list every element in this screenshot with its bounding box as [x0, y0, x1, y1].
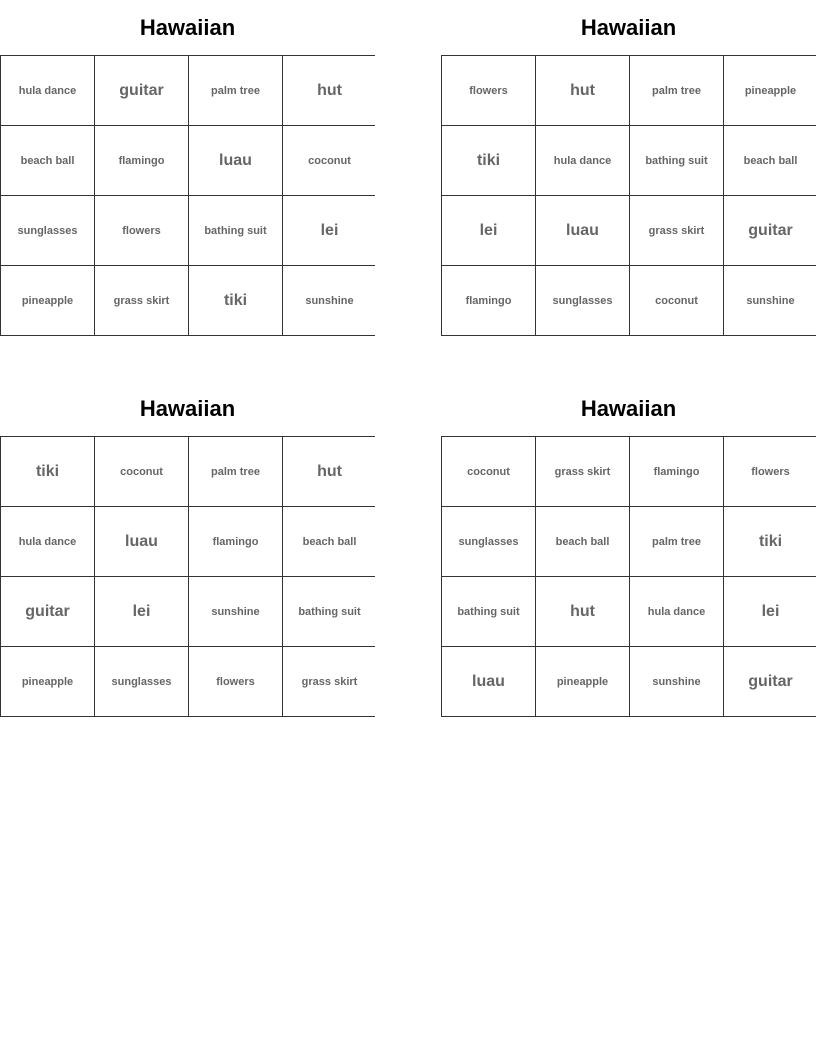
bingo-cell: guitar	[95, 56, 188, 125]
bingo-cell: luau	[442, 647, 535, 716]
bingo-grid	[0, 436, 375, 717]
bingo-cell: flamingo	[189, 507, 282, 576]
bingo-cell: palm tree	[630, 56, 723, 125]
bingo-cell: lei	[283, 196, 376, 265]
bingo-cell: coconut	[442, 437, 535, 506]
bingo-cell: pineapple	[536, 647, 629, 716]
bingo-cell: beach ball	[536, 507, 629, 576]
bingo-cell: sunshine	[630, 647, 723, 716]
bingo-cell: guitar	[1, 577, 94, 646]
bingo-cell: tiki	[1, 437, 94, 506]
bingo-card-2	[441, 10, 816, 336]
card-title: Hawaiian	[580, 396, 677, 421]
bingo-cell: hula dance	[1, 507, 94, 576]
bingo-grid	[441, 436, 816, 717]
bingo-cell: bathing suit	[189, 196, 282, 265]
bingo-cell: flowers	[724, 437, 816, 506]
bingo-cell: sunglasses	[95, 647, 188, 716]
bingo-cell: sunglasses	[536, 266, 629, 335]
card-title: Hawaiian	[139, 15, 236, 40]
bingo-cell: beach ball	[1, 126, 94, 195]
bingo-cell: bathing suit	[630, 126, 723, 195]
bingo-cell: beach ball	[283, 507, 376, 576]
bingo-cell: guitar	[724, 647, 816, 716]
bingo-card-1	[0, 10, 375, 336]
bingo-cell: tiki	[442, 126, 535, 195]
bingo-cell: flowers	[189, 647, 282, 716]
bingo-cell: sunshine	[724, 266, 816, 335]
bingo-grid	[441, 55, 816, 336]
bingo-cell: pineapple	[1, 647, 94, 716]
bingo-cell: luau	[536, 196, 629, 265]
card-title: Hawaiian	[580, 15, 677, 40]
bingo-cell: hut	[283, 56, 376, 125]
bingo-cell: sunglasses	[442, 507, 535, 576]
bingo-cell: hut	[536, 56, 629, 125]
bingo-cell: grass skirt	[283, 647, 376, 716]
bingo-cell: flamingo	[95, 126, 188, 195]
bingo-cell: flamingo	[630, 437, 723, 506]
bingo-cell: grass skirt	[95, 266, 188, 335]
bingo-cell: palm tree	[189, 56, 282, 125]
bingo-cell: flowers	[95, 196, 188, 265]
bingo-cell: bathing suit	[283, 577, 376, 646]
bingo-cell: pineapple	[724, 56, 816, 125]
bingo-cell: coconut	[283, 126, 376, 195]
bingo-cell: coconut	[630, 266, 723, 335]
bingo-cell: guitar	[724, 196, 816, 265]
bingo-cell: pineapple	[1, 266, 94, 335]
bingo-cell: flowers	[442, 56, 535, 125]
bingo-cell: tiki	[724, 507, 816, 576]
bingo-cell: sunshine	[189, 577, 282, 646]
bingo-cell: lei	[724, 577, 816, 646]
bingo-cell: palm tree	[189, 437, 282, 506]
bingo-grid	[0, 55, 375, 336]
bingo-cell: hut	[536, 577, 629, 646]
bingo-card-3	[0, 391, 375, 717]
bingo-cell: sunshine	[283, 266, 376, 335]
bingo-cell: hut	[283, 437, 376, 506]
bingo-cell: beach ball	[724, 126, 816, 195]
bingo-card-4	[441, 391, 816, 717]
bingo-cell: luau	[95, 507, 188, 576]
bingo-cell: hula dance	[630, 577, 723, 646]
bingo-cell: bathing suit	[442, 577, 535, 646]
bingo-cell: tiki	[189, 266, 282, 335]
bingo-cell: lei	[442, 196, 535, 265]
bingo-cell: grass skirt	[630, 196, 723, 265]
bingo-cell: luau	[189, 126, 282, 195]
card-title: Hawaiian	[139, 396, 236, 421]
bingo-cell: lei	[95, 577, 188, 646]
bingo-cell: palm tree	[630, 507, 723, 576]
bingo-cell: coconut	[95, 437, 188, 506]
bingo-cell: hula dance	[536, 126, 629, 195]
bingo-cell: sunglasses	[1, 196, 94, 265]
bingo-cell: grass skirt	[536, 437, 629, 506]
bingo-cell: flamingo	[442, 266, 535, 335]
bingo-cell: hula dance	[1, 56, 94, 125]
